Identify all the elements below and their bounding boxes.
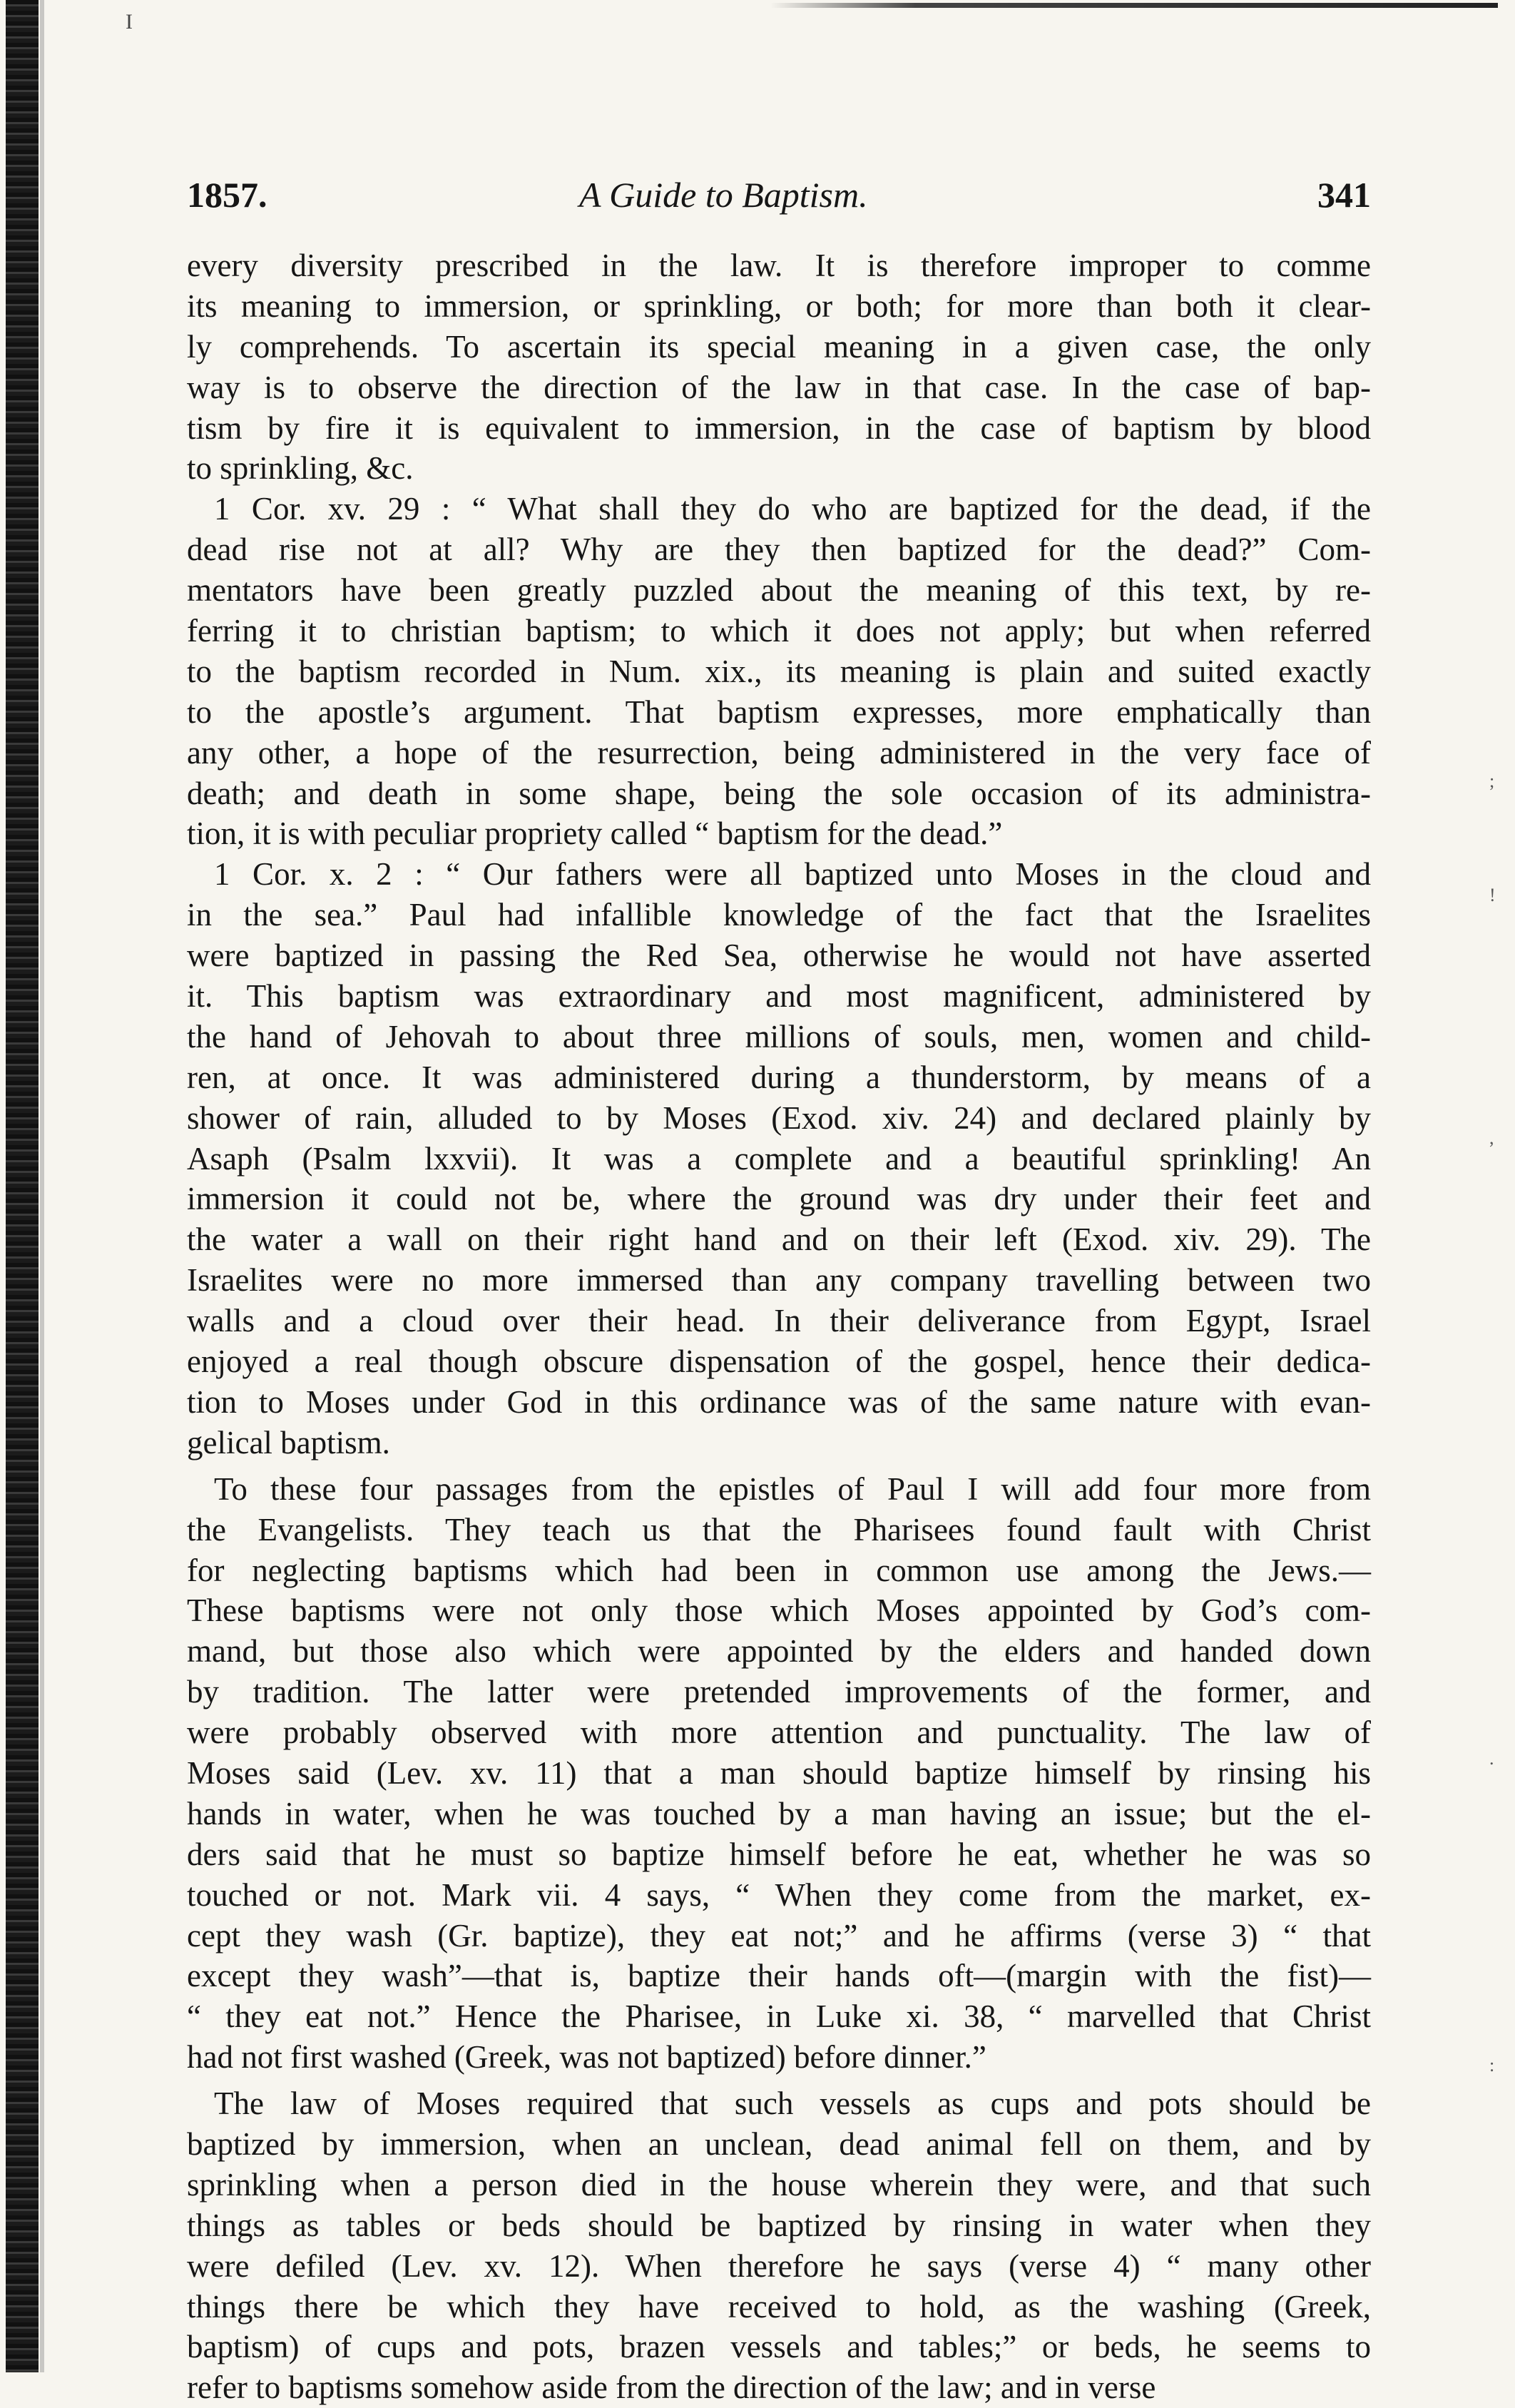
text-line: the hand of Jehovah to about three millions of souls, men, women and child- [187,1018,1371,1055]
text-line: to the apostle’s argument. That baptism expresses, more emphatically than [187,694,1371,730]
edge-mark: ; [1489,771,1495,791]
text-line: mand, but those also which were appointed by the elders and handed down [187,1633,1371,1670]
edge-mark: . [1489,1748,1494,1769]
text-line: by tradition. The latter were pretended improvements of the former, and [187,1674,1371,1710]
text-line: touched or not. Mark vii. 4 says, “ When they come from the market, ex- [187,1876,1371,1913]
text-line: tion to Moses under God in this ordinance was of the same nature with evan- [187,1383,1371,1420]
text-line: to sprinkling, &c. [187,450,414,487]
text-line: ders said that he must so baptize himself before he eat, whether he was so [187,1836,1371,1872]
paragraph [187,245,1371,489]
edge-mark: : [1489,2055,1495,2076]
text-line: tism by fire it is equivalent to immersion, in the case of baptism by blood [187,410,1371,446]
text-line: sprinkling when a person died in the house wherein they were, and that such [187,2166,1371,2203]
text-line: cept they wash (Gr. baptize), they eat not;” and he affirms (verse 3) “ that [187,1917,1371,1954]
paragraph-gap [187,2078,1371,2083]
corner-mark: I [126,10,133,34]
text-line: had not first washed (Greek, was not baptized) before dinner.” [187,2039,986,2076]
paragraph [187,2083,1371,2408]
text-line: baptized by immersion, when an unclean, dead animal fell on them, and by [187,2125,1371,2162]
top-rule [770,3,1498,8]
text-line: were defiled (Lev. xv. 12). When therefore he says (verse 4) “ many other [187,2247,1371,2284]
text-line: for neglecting baptisms which had been in common use among the Jews.— [187,1552,1371,1588]
text-line: were probably observed with more attention and punctuality. The law of [187,1714,1371,1751]
header-title: A Guide to Baptism. [579,175,868,215]
text-line: in the sea.” Paul had infallible knowledge of the fact that the Israelites [187,897,1371,933]
text-line: enjoyed a real though obscure dispensation of the gospel, hence their dedica- [187,1343,1371,1380]
text-line: mentators have been greatly puzzled about the meaning of this text, by re- [187,572,1371,609]
text-line: immersion it could not be, where the ground was dry under their feet and [187,1181,1371,1217]
text-line: hands in water, when he was touched by a man having an issue; but the el- [187,1795,1371,1832]
text-line: death; and death in some shape, being the sole occasion of its administra- [187,775,1371,811]
text-line: These baptisms were not only those which Moses appointed by God’s com- [187,1592,1371,1629]
text-line: the Evangelists. They teach us that the Pharisees found fault with Christ [187,1511,1371,1548]
edge-mark: , [1489,1127,1494,1148]
text-line: Moses said (Lev. xv. 11) that a man should baptize himself by rinsing his [187,1754,1371,1791]
text-line: things there be which they have received to hold, as the washing (Greek, [187,2288,1371,2325]
text-line: except they wash”—that is, baptize their hands oft—(margin with the fist)— [187,1958,1371,1994]
header-year: 1857. [187,175,267,215]
paragraph-gap [187,1463,1371,1469]
page-header [187,174,1371,224]
text-line: 1 Cor. x. 2 : “ Our fathers were all baptized unto Moses in the cloud and [214,856,1371,893]
text-line: To these four passages from the epistles of Paul I will add four more from [214,1470,1371,1507]
text-line: were baptized in passing the Red Sea, otherwise he would not have asserted [187,938,1371,974]
text-line: it. This baptism was extraordinary and most magnificent, administered by [187,978,1371,1015]
text-line: walls and a cloud over their head. In their deliverance from Egypt, Israel [187,1303,1371,1339]
text-line: things as tables or beds should be baptized by rinsing in water when they [187,2207,1371,2243]
text-line: any other, a hope of the resurrection, being administered in the very face of [187,734,1371,771]
text-line: ly comprehends. To ascertain its special meaning in a given case, the only [187,328,1371,365]
paragraph [187,854,1371,1463]
edge-mark: ! [1489,885,1496,905]
text-line: the water a wall on their right hand and on their left (Exod. xiv. 29). The [187,1221,1371,1258]
text-line: ferring it to christian baptism; to which it does not apply; but when referred [187,613,1371,649]
text-line: dead rise not at all? Why are they then baptized for the dead?” Com- [187,532,1371,568]
page-number: 341 [1317,175,1371,215]
paragraph [187,1469,1371,2078]
text-line: tion, it is with peculiar propriety called “ baptism for the dead.” [187,816,1003,852]
text-line: The law of Moses required that such vessels as cups and pots should be [214,2086,1371,2122]
text-line: every diversity prescribed in the law. It is therefore improper to comme [187,248,1371,283]
text-line: Asaph (Psalm lxxvii). It was a complete and a beautiful sprinkling! An [187,1140,1371,1177]
text-line: baptism) of cups and pots, brazen vessels and tables;” or beds, he seems to [187,2329,1371,2365]
text-line: Israelites were no more immersed than any company travelling between two [187,1262,1371,1299]
text-line: “ they eat not.” Hence the Pharisee, in Luke xi. 38, “ marvelled that Christ [187,1998,1371,2035]
text-line: its meaning to immersion, or sprinkling, or both; for more than both it clear- [187,288,1371,324]
text-line: refer to baptisms somehow aside from the direction of the law; and in verse [187,2369,1156,2406]
text-line: way is to observe the direction of the law in that case. In the case of bap- [187,369,1371,405]
body-text [187,245,1371,2408]
paragraph [187,489,1371,854]
text-line: 1 Cor. xv. 29 : “ What shall they do who are baptized for the dead, if the [214,491,1371,527]
text-line: to the baptism recorded in Num. xix., its meaning is plain and suited exactly [187,653,1371,689]
text-line: ren, at once. It was administered during a thunderstorm, by means of a [187,1059,1371,1095]
text-line: shower of rain, alluded to by Moses (Exod. xiv. 24) and declared plainly by [187,1099,1371,1136]
text-line: gelical baptism. [187,1424,390,1460]
binding-edge [6,0,39,2372]
